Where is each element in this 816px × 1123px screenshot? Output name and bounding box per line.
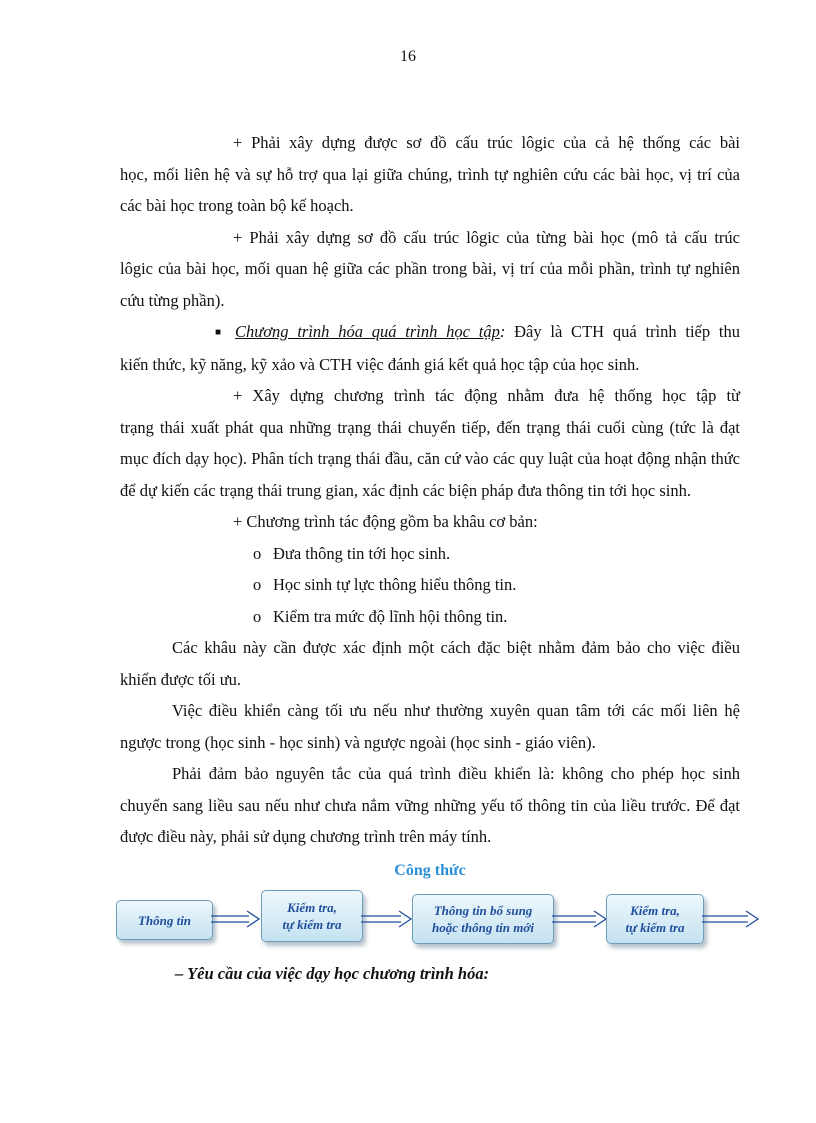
para-7: Phải đảm bảo nguyên tắc của quá trình điều khiển là: không cho phép học sinh chuyển sang liều sau nếu như chưa nắm vững những yếu tố thông tin của liều trước. Để đạt được điều này, phải sử dụng chương trình trên máy tính. [120, 764, 740, 846]
flow-box-check: Kiểm tra, tự kiểm tra [261, 890, 363, 942]
flow-arrow-icon [361, 908, 413, 932]
diagram-title: Công thức [394, 861, 466, 879]
requirements-heading: – Yêu cầu của việc dạy học chương trình hóa: [175, 964, 490, 983]
flow-arrow-icon [552, 908, 608, 932]
para-3-first-line: + Xây dựng chương trình tác động nhằm đưa hệ thống học tập từ [233, 386, 740, 405]
flow-diagram [116, 890, 766, 950]
flow-arrow-icon [702, 908, 760, 932]
list-item: o Học sinh tự lực thông hiểu thông tin. [120, 569, 740, 601]
bullet-rest: kiến thức, kỹ năng, kỹ xảo và CTH việc đánh giá kết quả học tập của học sinh. [120, 354, 640, 374]
para-1-rest: học, mối liên hệ và sự hỗ trợ qua lại giữa chúng, trình tự nghiên cứu các bài học, vị trí của các bài học trong toàn bộ kế hoạch. [120, 164, 740, 215]
list-item: o Đưa thông tin tới học sinh. [120, 538, 740, 570]
circle-bullet-icon: o [253, 606, 262, 626]
bullet-paragraph [120, 316, 740, 349]
page-number: 16 [400, 48, 416, 65]
square-bullet-icon: ■ [215, 327, 222, 338]
para-4: + Chương trình tác động gồm ba khâu cơ bản: [233, 512, 538, 531]
bullet-text: Đây là CTH quá trình tiếp thu [505, 322, 740, 341]
para-2-rest: lôgic của bài học, mối quan hệ giữa các phần trong bài, vị trí của mỗi phần, trình tự nghiên cứu từng phần). [120, 259, 740, 310]
para-6: Việc điều khiển càng tối ưu nếu như thường xuyên quan tâm tới các mối liên hệ ngược trong (học sinh - học sinh) và ngược ngoài (học sinh - giáo viên). [120, 701, 740, 752]
bullet-title: Chương trình hóa quá trình học tập [235, 322, 500, 341]
flow-arrow-icon [211, 908, 261, 932]
para-5: Các khâu này cần được xác định một cách đặc biệt nhằm đảm bảo cho việc điều khiển được tối ưu. [120, 638, 740, 689]
para-1-first-line: + Phải xây dựng được sơ đồ cấu trúc lôgic của cả hệ thống các bài [233, 133, 740, 152]
body-text [120, 127, 740, 886]
circle-bullet-icon: o [253, 543, 262, 563]
para-2-first-line: + Phải xây dựng sơ đồ cấu trúc lôgic của từng bài học (mô tả cấu trúc [233, 227, 740, 247]
bullet-colon: : [499, 322, 506, 341]
flow-box-information: Thông tin [116, 900, 213, 940]
flow-box-supplementary-info: Thông tin bổ sung hoặc thông tin mới [412, 894, 554, 944]
flow-box-recheck: Kiểm tra, tự kiểm tra [606, 894, 704, 944]
circle-bullet-icon: o [253, 575, 262, 594]
para-3-rest: trạng thái xuất phát qua những trạng thái chuyển tiếp, đến trạng thái cuối cùng (tức là đạt mục đích dạy học). Phân tích trạng thái đầu, căn cứ vào các quy luật của hoạt động nhận thức để dự kiến các trạng thái trung gian, xác định các biện pháp đưa thông tin tới học sinh. [120, 417, 740, 500]
list-item: o Kiểm tra mức độ lĩnh hội thông tin. [120, 601, 740, 633]
